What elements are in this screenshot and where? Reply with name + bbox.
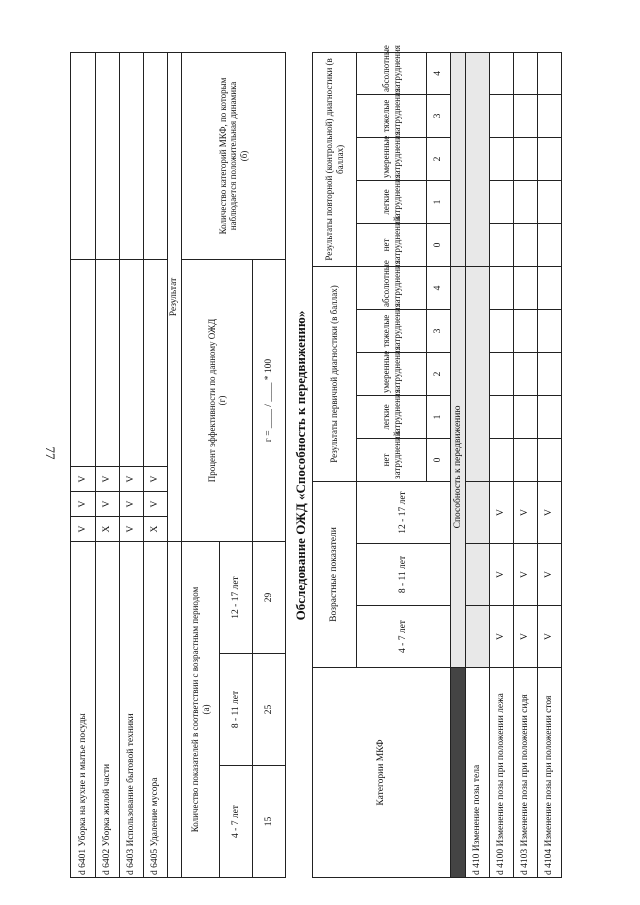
mark-cell (466, 481, 490, 543)
mark-cell: V (96, 467, 120, 492)
row-label: d 410 Изменение позы тела (466, 668, 490, 878)
percent-header: Процент эффективности по данному ОЖД (г) (182, 260, 253, 542)
result-row (168, 53, 182, 878)
section-row (451, 52, 466, 877)
table-row (71, 53, 96, 878)
row-label: d 6401 Уборка на кухне и мытье посуды (71, 542, 96, 878)
age-label: 4 - 7 лет (357, 606, 451, 668)
mark-cell: V (120, 492, 144, 517)
percent-formula: г = ____ / ____ * 100 (253, 260, 286, 542)
table-mobility (312, 45, 562, 878)
mark-cell: V (71, 517, 96, 542)
mark-cell: V (490, 606, 514, 668)
header-row (313, 52, 357, 877)
mark-cell: V (96, 492, 120, 517)
row-label: d 6403 Использование бытовой техники (120, 542, 144, 878)
score-label: 0 (427, 438, 451, 481)
category-header: Категории МКФ (313, 668, 451, 878)
count-value: 15 (253, 766, 286, 878)
mark-cell: V (144, 467, 168, 492)
mark-cell: V (120, 467, 144, 492)
age-label: 8 - 11 лет (220, 654, 253, 766)
level-label: легкие затруднения (357, 395, 427, 438)
rotated-page-content (70, 45, 580, 878)
mark-cell: V (490, 481, 514, 543)
level-label: легкие затруднения (357, 180, 427, 223)
level-label: умеренные затруднения (357, 352, 427, 395)
table-row (466, 52, 490, 877)
level-label: тяжелые затруднения (357, 94, 427, 137)
table-row (538, 52, 562, 877)
age-label: 12 - 17 лет (220, 542, 253, 654)
mark-cell: X (144, 517, 168, 542)
mark-cell: V (538, 544, 562, 606)
table-household-tasks (70, 52, 286, 878)
score-label: 2 (427, 137, 451, 180)
level-label: абсолютные затруднения (357, 266, 427, 309)
age-header: Возрастные показатели (313, 481, 357, 667)
score-label: 0 (427, 223, 451, 266)
count-value: 29 (253, 542, 286, 654)
page-number: 77 (43, 446, 58, 460)
score-label: 4 (427, 266, 451, 309)
age-label: 12 - 17 лет (357, 481, 451, 543)
mark-cell (466, 544, 490, 606)
level-label: абсолютные затруднения (357, 52, 427, 94)
score-label: 3 (427, 309, 451, 352)
score-label: 2 (427, 352, 451, 395)
mark-cell: V (71, 492, 96, 517)
table-row (96, 53, 120, 878)
row-label: d 6405 Удаление мусора (144, 542, 168, 878)
primary-header: Результаты первичной диагностики (в баллах) (313, 266, 357, 481)
level-label: нет затруднений (357, 223, 427, 266)
result-header-row (182, 53, 220, 878)
count-header: Количество показателей в соответствии с возрастным периодом (а) (182, 542, 220, 878)
table-row (120, 53, 144, 878)
mkf-count-header: Количество категорий МКФ, по которым наблюдается положительная динамика (б) (182, 53, 286, 260)
level-label: тяжелые затруднения (357, 309, 427, 352)
result-label: Результат (168, 53, 182, 542)
score-label: 1 (427, 395, 451, 438)
repeat-header: Результаты повторной (контрольной) диагностики (в баллах) (313, 52, 357, 266)
row-label: d 4103 Изменение позы при положении сидя (514, 668, 538, 878)
score-label: 3 (427, 94, 451, 137)
score-label: 4 (427, 52, 451, 94)
row-label: d 6402 Уборка жилой части (96, 542, 120, 878)
mark-cell: V (120, 517, 144, 542)
mark-cell: V (490, 544, 514, 606)
section-title: Обследование ОЖД «Способность к передвижению» (293, 310, 308, 621)
row-label: d 4100 Изменение позы при положении лежа (490, 668, 514, 878)
age-label: 4 - 7 лет (220, 766, 253, 878)
mark-cell: X (96, 517, 120, 542)
mark-cell: V (144, 492, 168, 517)
row-label: d 4104 Изменение позы при положении стоя (538, 668, 562, 878)
mark-cell: V (538, 481, 562, 543)
mark-cell: V (71, 467, 96, 492)
table-row (514, 52, 538, 877)
mark-cell: V (514, 606, 538, 668)
score-label: 1 (427, 180, 451, 223)
mark-cell: V (514, 544, 538, 606)
age-label: 8 - 11 лет (357, 544, 451, 606)
section-label: Способность к передвижению (451, 266, 466, 667)
mark-cell (466, 606, 490, 668)
table-row (144, 53, 168, 878)
count-value: 25 (253, 654, 286, 766)
table-row (490, 52, 514, 877)
mark-cell: V (538, 606, 562, 668)
mark-cell: V (514, 481, 538, 543)
level-label: умеренные затруднения (357, 137, 427, 180)
level-label: нет затруднений (357, 438, 427, 481)
